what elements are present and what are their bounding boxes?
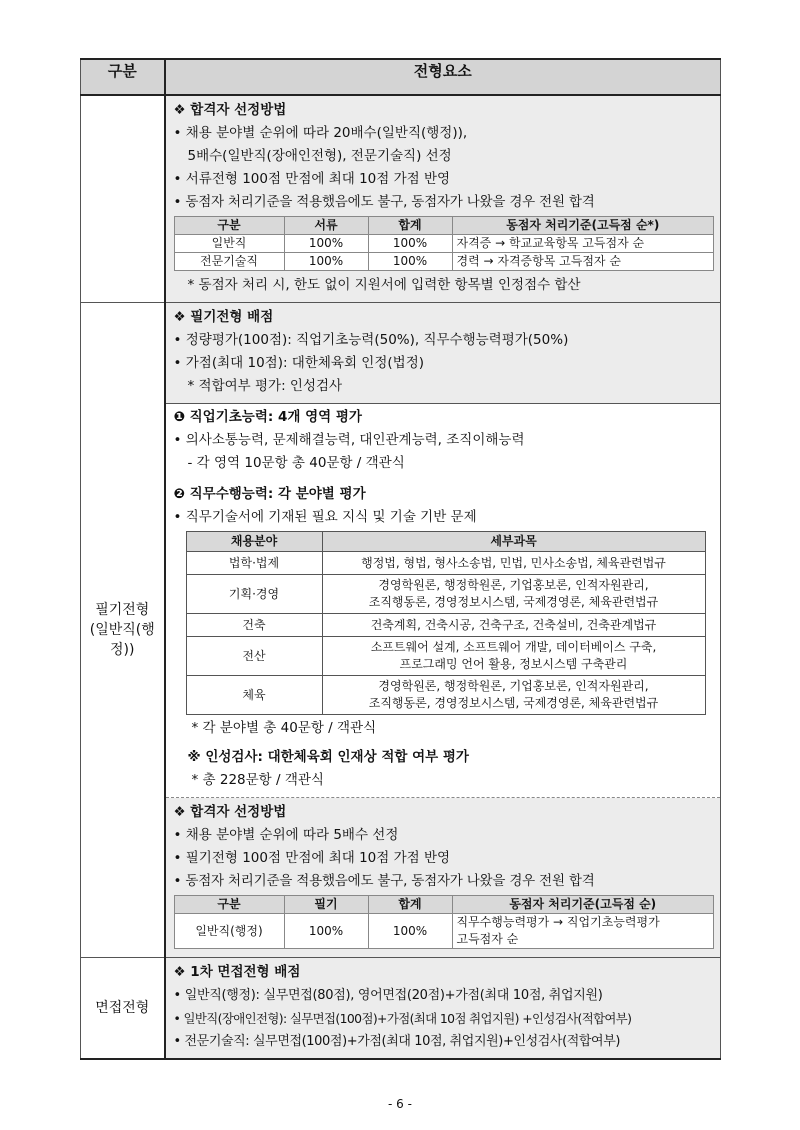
table-row [186, 552, 705, 575]
cell: 건축 [186, 614, 322, 637]
th-tiebreak: 동점자 처리기준(고득점 순*) [452, 217, 714, 235]
bullet-line: • 채용 분야별 순위에 따라 5배수 선정 [173, 827, 399, 843]
row-document-screening [81, 95, 721, 303]
written-scoring-block [166, 303, 721, 404]
bullet-line: • 전문기술직: 실무면접(100점)+가점(최대 10점, 취업지원)+인성검사(적합여부) [173, 1034, 621, 1049]
th-total: 합계 [368, 217, 452, 235]
cell: 100% [368, 914, 452, 949]
category-sublabel: (일반직(행정)) [89, 621, 155, 659]
header-row [81, 59, 721, 95]
category-label: 필기전형 [95, 601, 150, 618]
bullet-line: • 채용 분야별 순위에 따라 20배수(일반직(행정)), [173, 125, 468, 141]
cell: 경영학원론, 행정학원론, 기업홍보론, 인적자원관리, 조직행동론, 경영정보시스템, 국제경영론, 체육관련법규 [322, 676, 705, 715]
selection-criteria-table [80, 58, 721, 1060]
th-written: 필기 [284, 896, 368, 914]
table-row [186, 575, 705, 614]
bullet-line: • 의사소통능력, 문제해결능력, 대인관계능력, 조직이해능력 [173, 432, 525, 448]
subject-table [186, 531, 706, 715]
document-screening-cell [165, 95, 721, 303]
table-row [186, 614, 705, 637]
bullet-line: • 필기전형 100점 만점에 최대 10점 가점 반영 [173, 850, 451, 866]
tiebreak-table-written [174, 895, 715, 949]
row-written-exam [81, 303, 721, 958]
cell: 100% [284, 253, 368, 271]
cell: 기획·경영 [186, 575, 322, 614]
cell: 체육 [186, 676, 322, 715]
table-row [174, 235, 714, 253]
th-category: 구분 [174, 896, 284, 914]
personality-title: ※ 인성검사: 대한체육회 인재상 적합 여부 평가 [187, 749, 469, 765]
cell: 전문기술직 [174, 253, 284, 271]
bullet-line: • 일반직(장애인전형): 실무면접(100점)+가점(최대 10점 취업지원) +인성검사(적합여부) [173, 1011, 632, 1026]
bullet-line: • 동점자 처리기준을 적용했음에도 불구, 동점자가 나왔을 경우 전원 합격 [173, 194, 595, 210]
cell: 100% [284, 235, 368, 253]
written-exam-cell [165, 303, 721, 958]
bullet-line: 5배수(일반직(장애인전형), 전문기술직) 선정 [187, 148, 452, 164]
cell: 100% [368, 253, 452, 271]
cell: 건축계획, 건축시공, 건축구조, 건축설비, 건축관계법규 [322, 614, 705, 637]
bullet-line: • 일반직(행정): 실무면접(80점), 영어면접(20점)+가점(최대 10점, 취업지원) [173, 988, 603, 1003]
category-interview: 면접전형 [81, 958, 165, 1060]
th-category: 구분 [174, 217, 284, 235]
category-written [81, 303, 165, 958]
note: * 적합여부 평가: 인성검사 [187, 378, 343, 394]
cell: 100% [368, 235, 452, 253]
sub-line: - 각 영역 10문항 총 40문항 / 객관식 [187, 455, 405, 471]
th-field: 채용분야 [186, 532, 322, 552]
bullet-line: • 동점자 처리기준을 적용했음에도 불구, 동점자가 나왔을 경우 전원 합격 [173, 873, 595, 889]
written-details-block [166, 404, 721, 798]
table-row [174, 253, 714, 271]
bullet-line: • 서류전형 100점 만점에 최대 10점 가점 반영 [173, 171, 451, 187]
cell: 법학·법제 [186, 552, 322, 575]
row-interview [81, 958, 721, 1060]
cell: 소프트웨어 설계, 소프트웨어 개발, 데이터베이스 구축, 프로그래밍 언어 활용, 정보시스템 구축관리 [322, 637, 705, 676]
section-title: ❖ 1차 면접전형 배점 [173, 964, 301, 980]
page-number: - 6 - [388, 1097, 412, 1111]
interview-cell [165, 958, 721, 1060]
cell: 자격증 → 학교교육항목 고득점자 순 [452, 235, 714, 253]
cell: 100% [284, 914, 368, 949]
section-title: ❖ 필기전형 배점 [173, 309, 274, 325]
note: * 총 228문항 / 객관식 [191, 772, 324, 788]
written-selection-block [166, 798, 721, 957]
table-row [186, 637, 705, 676]
header-elements: 전형요소 [165, 59, 721, 95]
cell: 일반직(행정) [174, 914, 284, 949]
note: * 각 분야별 총 40문항 / 객관식 [191, 720, 377, 736]
tiebreak-table-document [174, 216, 715, 271]
th-document: 서류 [284, 217, 368, 235]
bullet-line: • 정량평가(100점): 직업기초능력(50%), 직무수행능력평가(50%) [173, 332, 569, 348]
bullet-line: • 직무기술서에 기재된 필요 지식 및 기술 기반 문제 [173, 509, 477, 525]
cell: 경력 → 자격증항목 고득점자 순 [452, 253, 714, 271]
table-row [186, 676, 705, 715]
cell: 행정법, 형법, 형사소송법, 민법, 민사소송법, 체육관련법규 [322, 552, 705, 575]
th-total: 합계 [368, 896, 452, 914]
part-title: ❶ 직업기초능력: 4개 영역 평가 [173, 409, 362, 425]
part-title: ❷ 직무수행능력: 각 분야별 평가 [173, 486, 366, 502]
section-title: ❖ 합격자 선정방법 [173, 804, 287, 820]
table-row [174, 914, 714, 949]
section-title: ❖ 합격자 선정방법 [173, 102, 287, 118]
cell: 일반직 [174, 235, 284, 253]
cell: 경영학원론, 행정학원론, 기업홍보론, 인적자원관리, 조직행동론, 경영정보시스템, 국제경영론, 체육관련법규 [322, 575, 705, 614]
note: * 동점자 처리 시, 한도 없이 지원서에 입력한 항목별 인정점수 합산 [187, 277, 581, 293]
cell: 직무수행능력평가 → 직업기초능력평가 고득점자 순 [452, 914, 714, 949]
cell: 전산 [186, 637, 322, 676]
th-tiebreak: 동점자 처리기준(고득점 순) [452, 896, 714, 914]
category-empty [81, 95, 165, 303]
header-category: 구분 [81, 59, 165, 95]
th-subjects: 세부과목 [322, 532, 705, 552]
bullet-line: • 가점(최대 10점): 대한체육회 인정(법정) [173, 355, 424, 371]
